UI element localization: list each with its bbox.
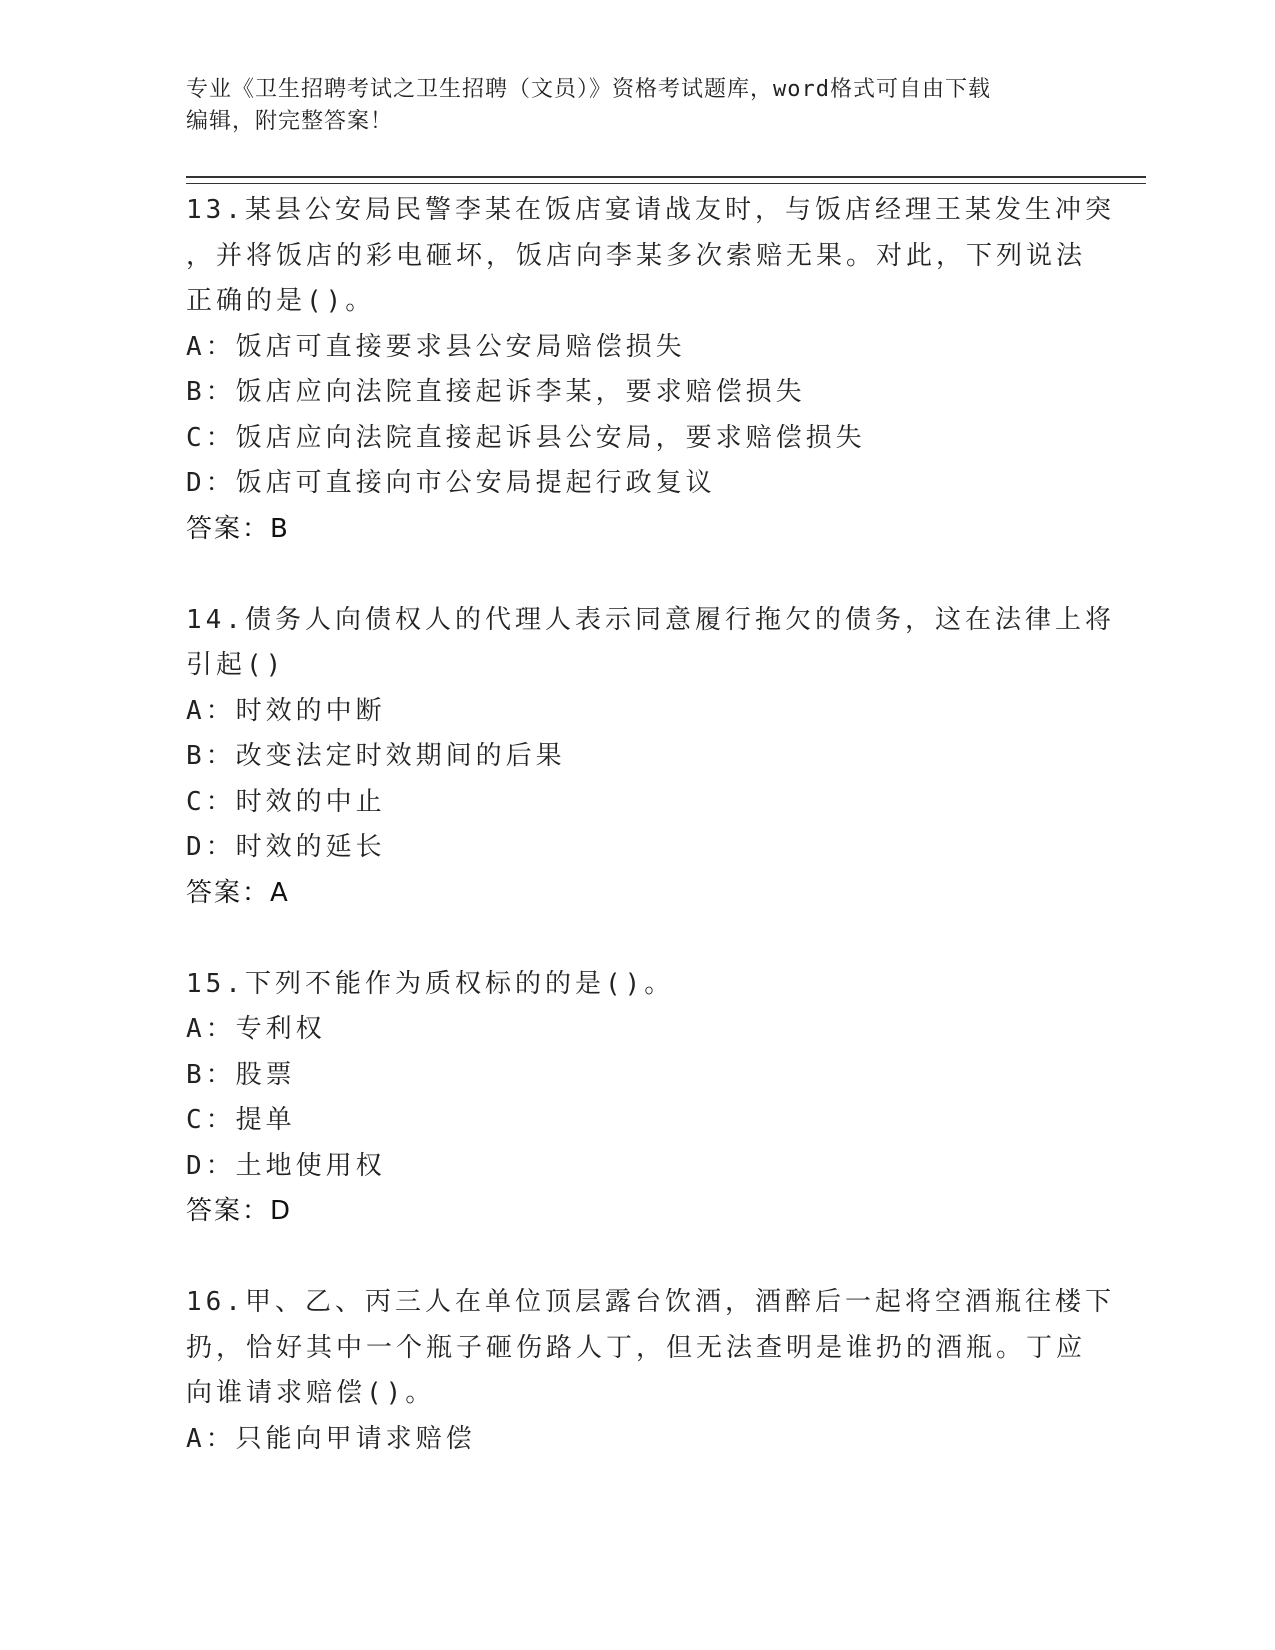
spacer [186, 1235, 1066, 1281]
option-a: A：时效的中断 [186, 695, 386, 726]
header-divider-thick [186, 176, 1146, 178]
question-13 [186, 188, 1115, 552]
question-stem-line: 引起() [186, 650, 286, 680]
option-b: B：饭店应向法院直接起诉李某，要求赔偿损失 [186, 377, 806, 407]
question-stem-line: 13.某县公安局民警李某在饭店宴请战友时，与饭店经理王某发生冲突 [186, 195, 1115, 225]
question-stem-line: 16.甲、乙、丙三人在单位顶层露台饮酒，酒醉后一起将空酒瓶往楼下 [186, 1287, 1115, 1317]
question-14 [186, 598, 1115, 917]
question-stem-line: 15.下列不能作为质权标的的是()。 [186, 968, 675, 999]
question-stem-line: 正确的是()。 [186, 286, 376, 316]
question-stem-line: 向谁请求赔偿()。 [186, 1378, 436, 1408]
question-stem-line: 14.债务人向债权人的代理人表示同意履行拖欠的债务，这在法律上将 [186, 604, 1115, 635]
header-line-1: 专业《卫生招聘考试之卫生招聘（文员）》资格考试题库，word格式可自由下载 [186, 77, 991, 102]
option-a: A：饭店可直接要求县公安局赔偿损失 [186, 331, 686, 362]
option-c: C：时效的中止 [186, 786, 386, 817]
option-a: A：只能向甲请求赔偿 [186, 1423, 476, 1454]
header-divider-thin [186, 183, 1146, 184]
answer-line: 答案：B [186, 513, 290, 544]
option-c: C：提单 [186, 1105, 296, 1135]
answer-line: 答案：D [186, 1196, 293, 1226]
option-d: D：土地使用权 [186, 1150, 386, 1181]
option-b: B：改变法定时效期间的后果 [186, 741, 566, 771]
option-d: D：时效的延长 [186, 832, 386, 862]
spacer [186, 916, 1066, 962]
question-stem-line: ，并将饭店的彩电砸坏，饭店向李某多次索赔无果。对此，下列说法 [186, 240, 1087, 271]
page-header [186, 74, 1066, 138]
question-15 [186, 962, 1066, 1235]
option-a: A：专利权 [186, 1014, 326, 1044]
spacer [186, 552, 1066, 598]
answer-line: 答案：A [186, 877, 290, 908]
header-line-2: 编辑，附完整答案！ [186, 109, 394, 134]
option-d: D：饭店可直接向市公安局提起行政复议 [186, 468, 716, 498]
question-stem-line: 扔，恰好其中一个瓶子砸伤路人丁，但无法查明是谁扔的酒瓶。丁应 [186, 1332, 1087, 1363]
question-list [186, 188, 1115, 1462]
option-b: B：股票 [186, 1059, 296, 1090]
option-c: C：饭店应向法院直接起诉县公安局，要求赔偿损失 [186, 422, 866, 453]
question-16 [186, 1280, 1115, 1462]
